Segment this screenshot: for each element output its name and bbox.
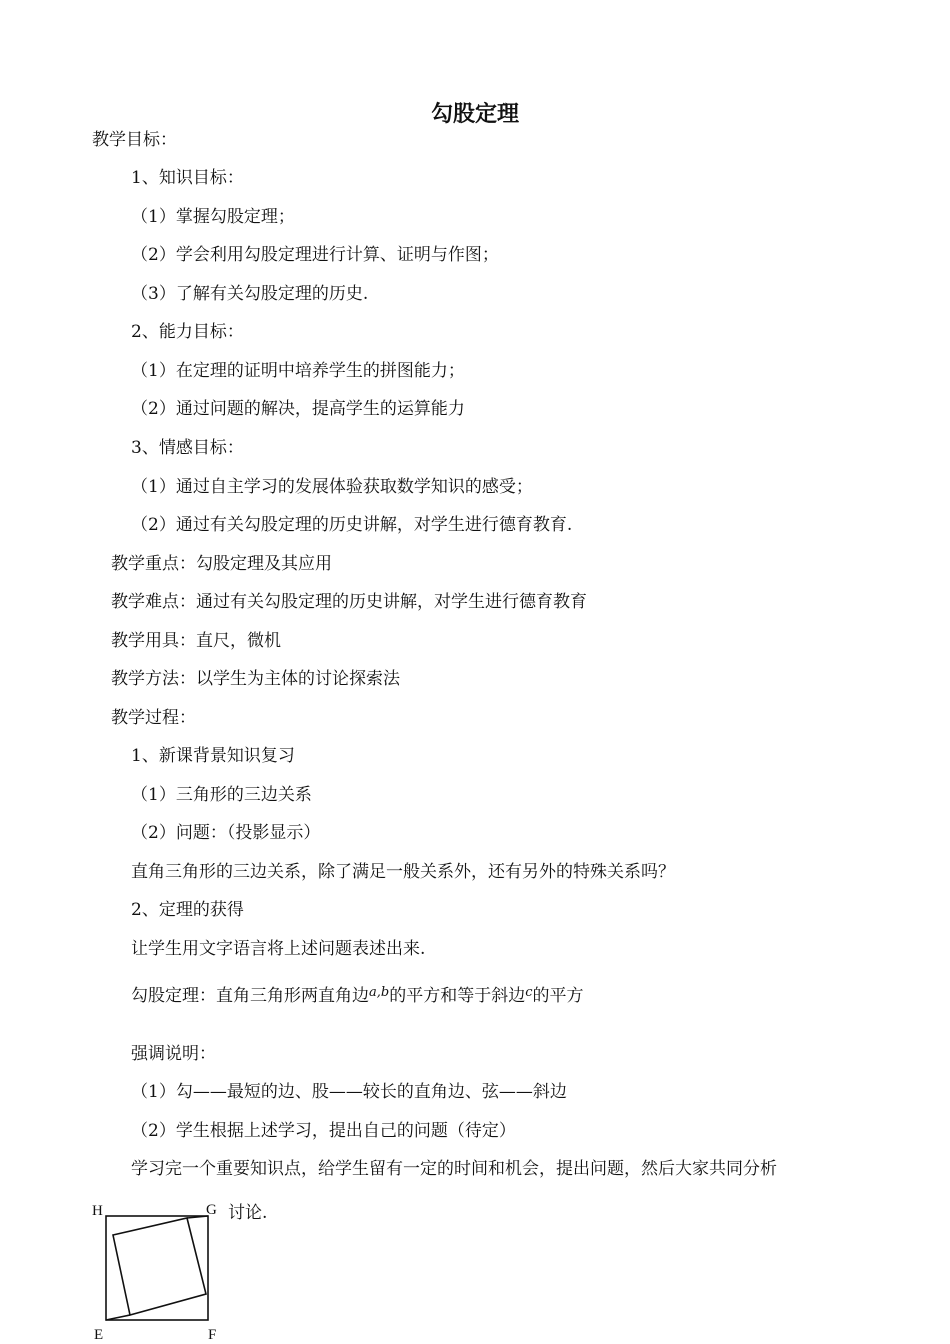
list-item: （1）三角形的三边关系 bbox=[131, 785, 312, 805]
theorem-hyp: c bbox=[525, 985, 533, 1000]
vertex-label-h: H bbox=[92, 1203, 103, 1219]
subheading-emphasis: 强调说明： bbox=[131, 1044, 216, 1064]
list-item: （1）掌握勾股定理； bbox=[131, 207, 295, 227]
subheading-review: 1、新课背景知识复习 bbox=[131, 746, 295, 766]
vertex-label-f: F bbox=[208, 1327, 217, 1343]
paragraph: 让学生用文字语言将上述问题表述出来. bbox=[131, 939, 426, 959]
outer-square bbox=[106, 1216, 208, 1320]
pythagoras-square-figure bbox=[86, 1198, 226, 1344]
subheading-emotion: 3、情感目标： bbox=[131, 438, 244, 458]
list-item: （1）勾——最短的边、股——较长的直角边、弦——斜边 bbox=[131, 1082, 567, 1102]
list-item: （2）学生根据上述学习，提出自己的问题（待定） bbox=[131, 1121, 516, 1141]
paragraph-continuation: 讨论. bbox=[228, 1203, 268, 1223]
vertex-label-e: E bbox=[94, 1327, 104, 1343]
subheading-ability: 2、能力目标： bbox=[131, 322, 244, 342]
inner-square bbox=[113, 1218, 206, 1315]
paragraph: 直角三角形的三边关系，除了满足一般关系外，还有另外的特殊关系吗？ bbox=[131, 862, 675, 882]
list-item: （2）通过有关勾股定理的历史讲解，对学生进行德育教育. bbox=[131, 515, 573, 535]
theorem-middle: 的平方和等于斜边 bbox=[389, 986, 526, 1006]
list-item: （3）了解有关勾股定理的历史. bbox=[131, 284, 369, 304]
paragraph: 学习完一个重要知识点，给学生留有一定的时间和机会，提出问题，然后大家共同分析 bbox=[131, 1159, 777, 1179]
document-title: 勾股定理 bbox=[430, 101, 519, 127]
teaching-tools: 教学用具：直尺，微机 bbox=[111, 631, 281, 651]
vertex-label-g: G bbox=[206, 1202, 217, 1218]
theorem-prefix: 勾股定理：直角三角形两直角边 bbox=[131, 986, 369, 1006]
section-heading-objectives: 教学目标： bbox=[92, 130, 177, 150]
list-item: （2）问题：（投影显示） bbox=[131, 823, 321, 843]
list-item: （2）学会利用勾股定理进行计算、证明与作图； bbox=[131, 245, 499, 265]
teaching-method: 教学方法：以学生为主体的讨论探索法 bbox=[111, 669, 400, 689]
difficult-point: 教学难点：通过有关勾股定理的历史讲解，对学生进行德育教育 bbox=[111, 592, 587, 612]
subheading-theorem: 2、定理的获得 bbox=[131, 900, 244, 920]
list-item: （1）在定理的证明中培养学生的拼图能力； bbox=[131, 361, 465, 381]
subheading-knowledge: 1、知识目标： bbox=[131, 168, 244, 188]
list-item: （2）通过问题的解决，提高学生的运算能力 bbox=[131, 399, 465, 419]
theorem-suffix: 的平方 bbox=[532, 986, 584, 1006]
theorem-legs: a,b bbox=[369, 985, 390, 1000]
section-heading-process: 教学过程： bbox=[111, 708, 196, 728]
list-item: （1）通过自主学习的发展体验获取数学知识的感受； bbox=[131, 477, 533, 497]
theorem-statement bbox=[131, 982, 584, 1007]
key-point: 教学重点：勾股定理及其应用 bbox=[111, 554, 332, 574]
